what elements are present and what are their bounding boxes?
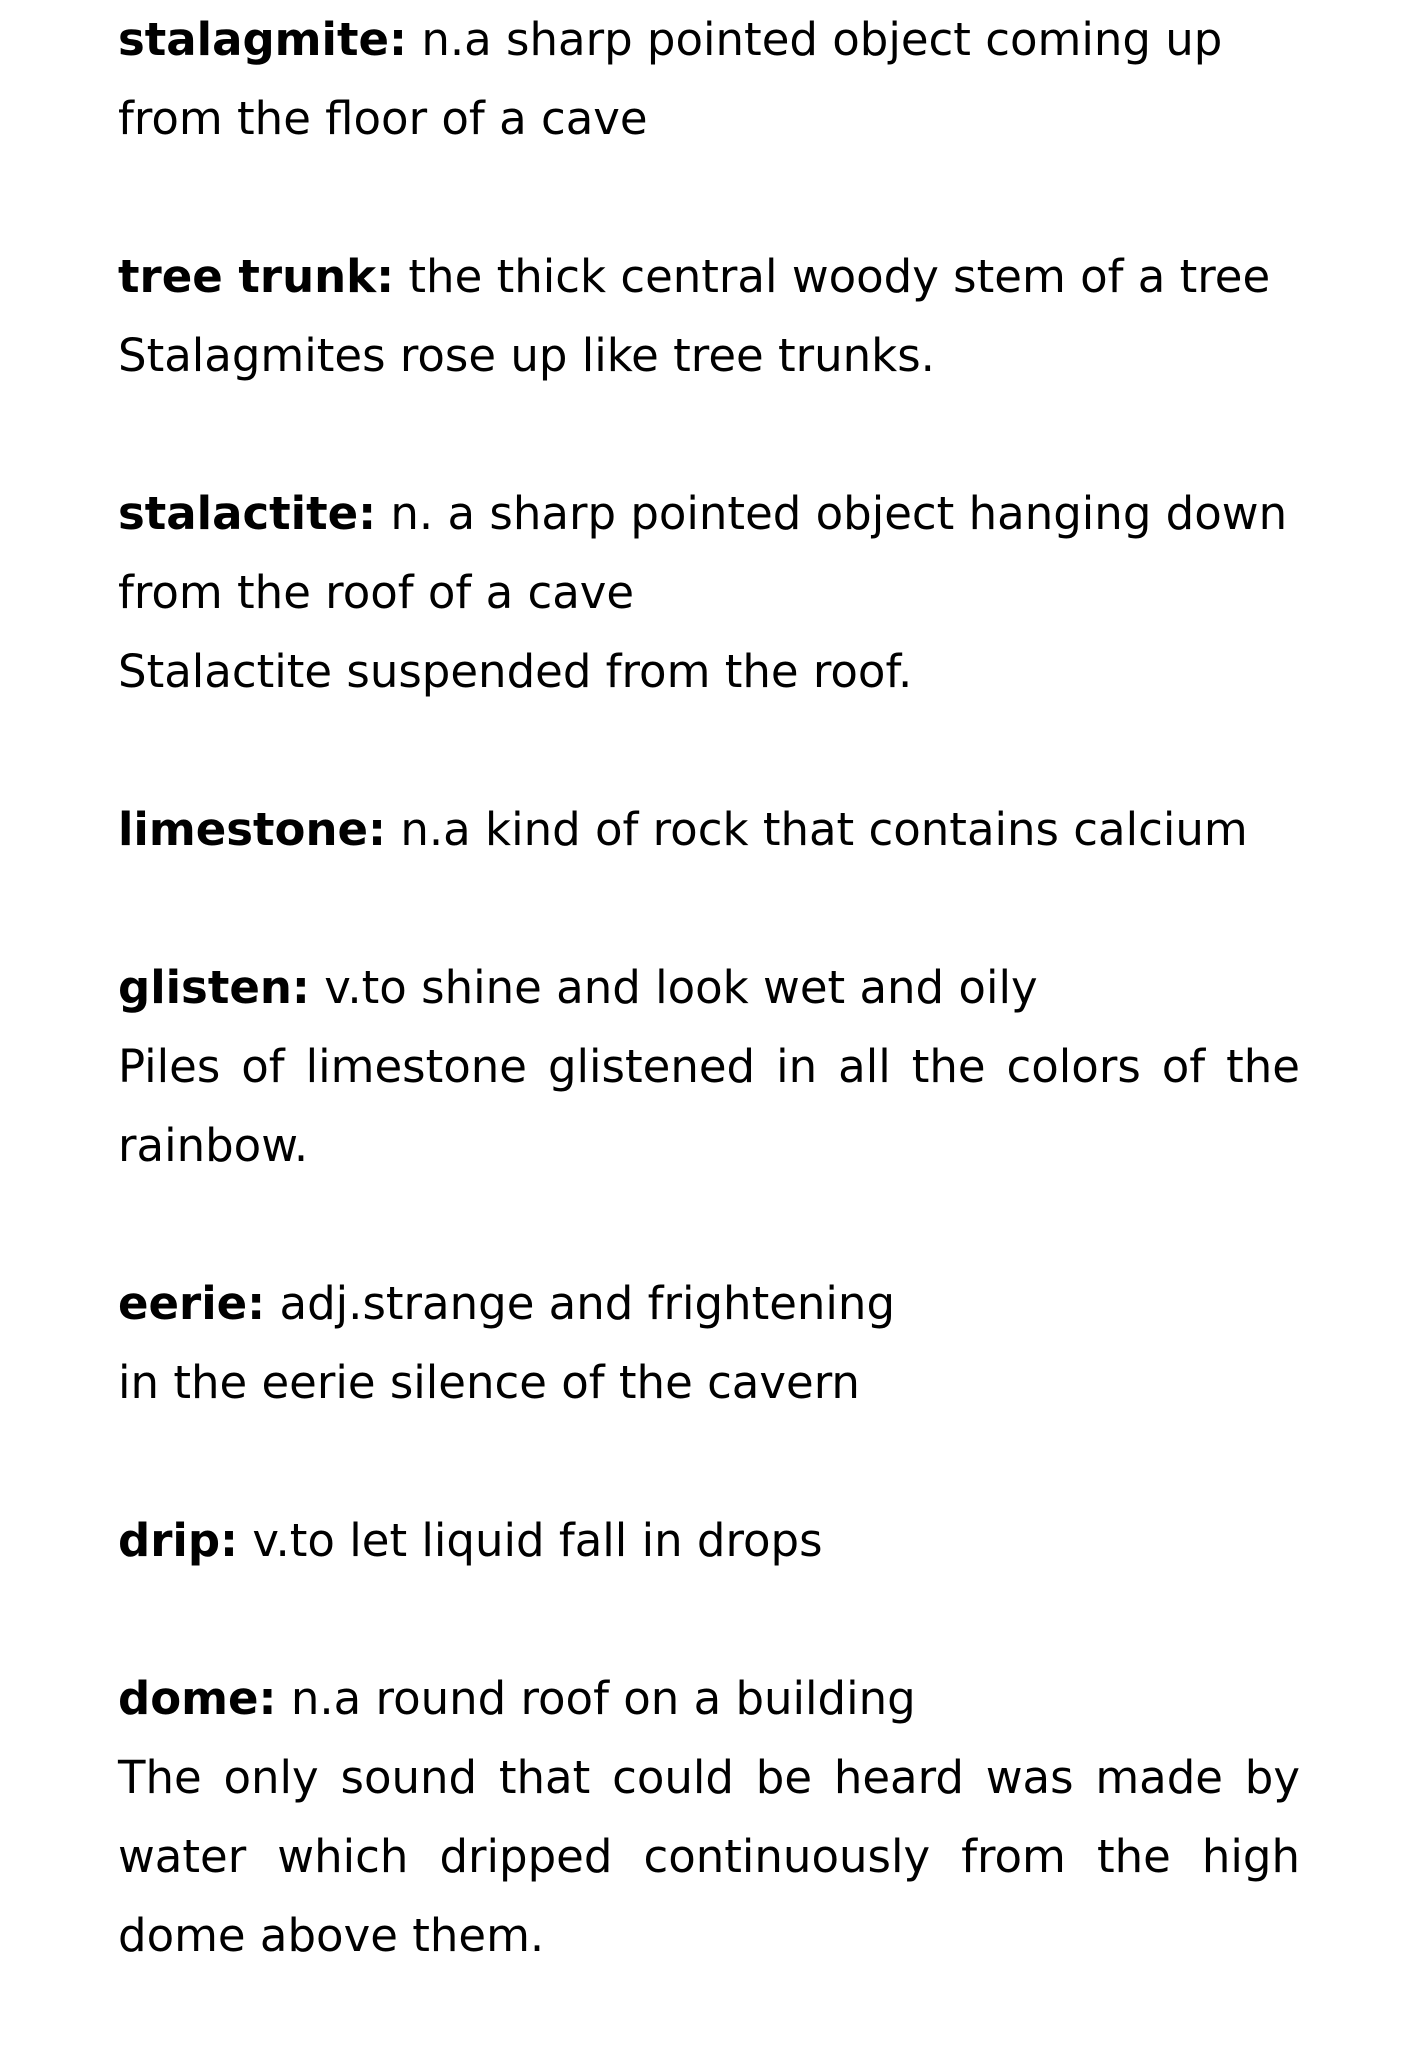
vocab-entry-limestone <box>118 790 1300 869</box>
definition-line <box>118 790 1300 869</box>
vocab-definition: v.to let liquid fall in drops <box>238 1514 823 1567</box>
vocab-term: limestone: <box>118 803 387 856</box>
vocab-term: glisten: <box>118 961 310 1014</box>
definition-line <box>118 474 1300 632</box>
definition-line <box>118 237 1300 316</box>
vocab-entry-dome <box>118 1659 1300 1975</box>
vocab-entry-glisten <box>118 948 1300 1185</box>
vocab-entry-stalagmite <box>118 0 1300 158</box>
definition-line <box>118 1264 1300 1343</box>
example-sentence: The only sound that could be heard was made by water which dripped continuously from the high dome above them. <box>118 1751 1300 1962</box>
vocab-definition: n.a round roof on a building <box>276 1672 916 1725</box>
vocab-term: tree trunk: <box>118 250 395 303</box>
vocab-definition: n.a kind of rock that contains calcium <box>386 803 1248 856</box>
vocab-term: stalactite: <box>118 487 377 540</box>
definition-line <box>118 948 1300 1027</box>
example-sentence: Stalagmites rose up like tree trunks. <box>118 329 935 382</box>
example-sentence: in the eerie silence of the cavern <box>118 1356 860 1409</box>
definition-line <box>118 0 1300 158</box>
vocab-definition: n. a sharp pointed object hanging down from the roof of a cave <box>118 487 1288 619</box>
vocab-definition: adj.strange and frightening <box>265 1277 896 1330</box>
vocab-entry-eerie <box>118 1264 1300 1422</box>
vocab-term: drip: <box>118 1514 239 1567</box>
vocab-entry-stalactite <box>118 474 1300 711</box>
vocab-entry-tree-trunk <box>118 237 1300 395</box>
vocab-definition: the thick central woody stem of a tree <box>394 250 1271 303</box>
definition-line <box>118 1659 1300 1738</box>
vocab-definition: v.to shine and look wet and oily <box>309 961 1038 1014</box>
vocab-definition: n.a sharp pointed object coming up from the floor of a cave <box>118 13 1223 145</box>
vocab-term: stalagmite: <box>118 13 408 66</box>
vocab-term: dome: <box>118 1672 277 1725</box>
vocab-term: eerie: <box>118 1277 266 1330</box>
definition-line <box>118 1501 1300 1580</box>
example-sentence: Piles of limestone glistened in all the colors of the rainbow. <box>118 1040 1300 1172</box>
vocab-entry-drip <box>118 1501 1300 1580</box>
vocabulary-page <box>118 0 1300 2054</box>
example-sentence: Stalactite suspended from the roof. <box>118 645 913 698</box>
